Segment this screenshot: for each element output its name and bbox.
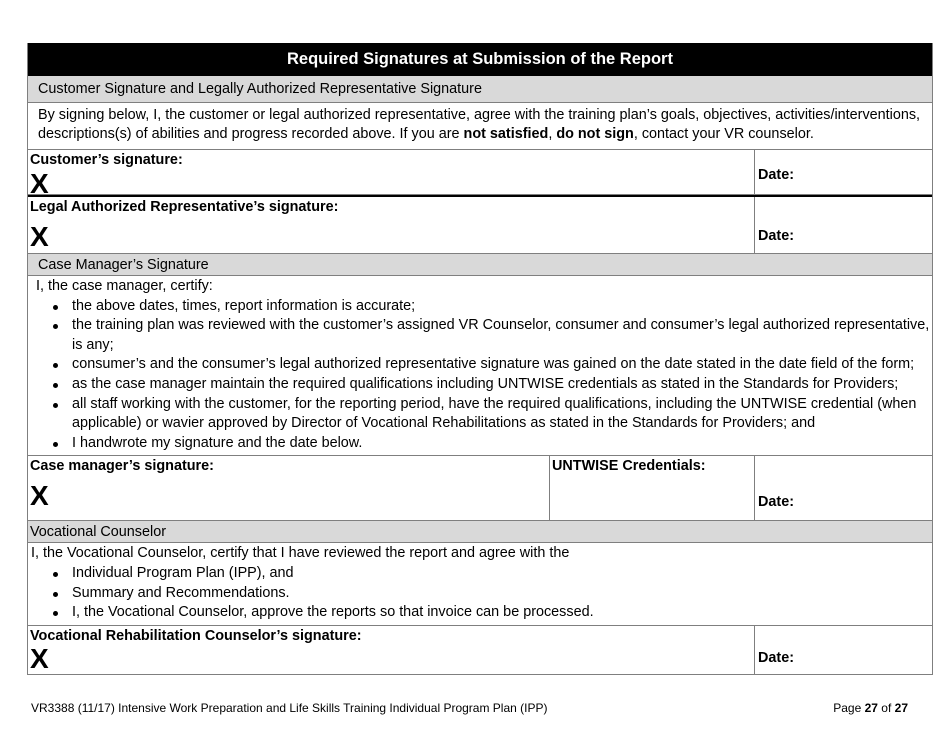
lar-signature-label: Legal Authorized Representative’s signature: — [30, 199, 339, 215]
list-item: I handwrote my signature and the date below. — [36, 434, 932, 454]
list-item: I, the Vocational Counselor, approve the reports so that invoice can be processed. — [31, 603, 932, 623]
date-label: Date: — [758, 649, 794, 666]
customer-signature-row — [28, 150, 932, 199]
signature-form — [27, 43, 933, 675]
signature-x-mark: X — [30, 221, 49, 252]
list-item: as the case manager maintain the required qualifications including UNTWISE credentials as stated in the Standards for Providers; — [36, 375, 932, 395]
untwise-credentials-field[interactable] — [550, 456, 755, 520]
page-number: Page 27 of 27 — [833, 701, 908, 715]
case-manager-signature-field[interactable] — [28, 456, 550, 520]
case-manager-date-field[interactable] — [755, 456, 932, 520]
date-label: Date: — [758, 167, 794, 183]
customer-date-field[interactable] — [755, 150, 932, 194]
case-manager-bullets — [36, 297, 932, 454]
vocational-counselor-certification — [28, 543, 932, 625]
total-pages: 27 — [894, 701, 908, 715]
list-item: Individual Program Plan (IPP), and — [31, 564, 932, 584]
vrc-signature-label: Vocational Rehabilitation Counselor’s signature: — [30, 627, 362, 644]
lar-date-field[interactable] — [755, 197, 932, 253]
do-not-sign-emphasis: do not sign — [556, 126, 634, 142]
list-item: consumer’s and the consumer’s legal authorized representative signature was gained on the date stated in the date field of the form; — [36, 355, 932, 375]
form-title: Required Signatures at Submission of the Report — [28, 43, 932, 76]
case-manager-lead: I, the case manager, certify: — [36, 278, 213, 294]
case-manager-signature-label: Case manager’s signature: — [30, 458, 214, 475]
customer-section-heading: Customer Signature and Legally Authorized Representative Signature — [28, 76, 932, 103]
vc-lead: I, the Vocational Counselor, certify that I have reviewed the report and agree with the — [31, 545, 570, 562]
case-manager-section-heading: Case Manager’s Signature — [28, 254, 932, 276]
current-page: 27 — [864, 701, 878, 715]
not-satisfied-emphasis: not satisfied — [463, 126, 549, 142]
customer-agreement-text: By signing below, I, the customer or legal authorized representative, agree with the training plan’s goals, objectives, activities/interventions, descriptions(s) of abilities and progress recorded above. If you are not satisfied, do not sign, contact your VR counselor. — [28, 103, 932, 150]
date-label: Date: — [758, 494, 794, 511]
signature-x-mark: X — [30, 480, 49, 512]
vocational-counselor-heading: Vocational Counselor — [28, 521, 932, 543]
list-item: the training plan was reviewed with the customer’s assigned VR Counselor, consumer and consumer’s legal authorized representative, is any; — [36, 316, 932, 355]
list-item: the above dates, times, report information is accurate; — [36, 297, 932, 317]
customer-signature-field[interactable] — [28, 150, 755, 199]
case-manager-signature-row — [28, 456, 932, 521]
case-manager-certification — [28, 276, 932, 456]
signature-x-mark: X — [30, 642, 49, 674]
date-label: Date: — [758, 228, 794, 244]
list-item: all staff working with the customer, for the reporting period, have the required qualifications, including the UNTWISE credential (when applicable) or wavier approved by Director of Vocational Rehabilitations as stated in the Standards for Providers; and — [36, 395, 932, 434]
vc-bullets — [31, 564, 932, 623]
lar-signature-row — [28, 197, 932, 254]
list-item: Summary and Recommendations. — [31, 584, 932, 604]
form-identifier: VR3388 (11/17) Intensive Work Preparation and Life Skills Training Individual Program Plan (IPP) — [31, 701, 548, 715]
lar-signature-field[interactable] — [28, 197, 755, 253]
vrc-signature-field[interactable] — [28, 626, 755, 674]
vrc-signature-row — [28, 626, 932, 675]
untwise-credentials-label: UNTWISE Credentials: — [552, 458, 706, 475]
customer-signature-label: Customer’s signature: — [30, 152, 183, 168]
vrc-date-field[interactable] — [755, 626, 932, 674]
signature-x-mark: X — [30, 168, 49, 199]
